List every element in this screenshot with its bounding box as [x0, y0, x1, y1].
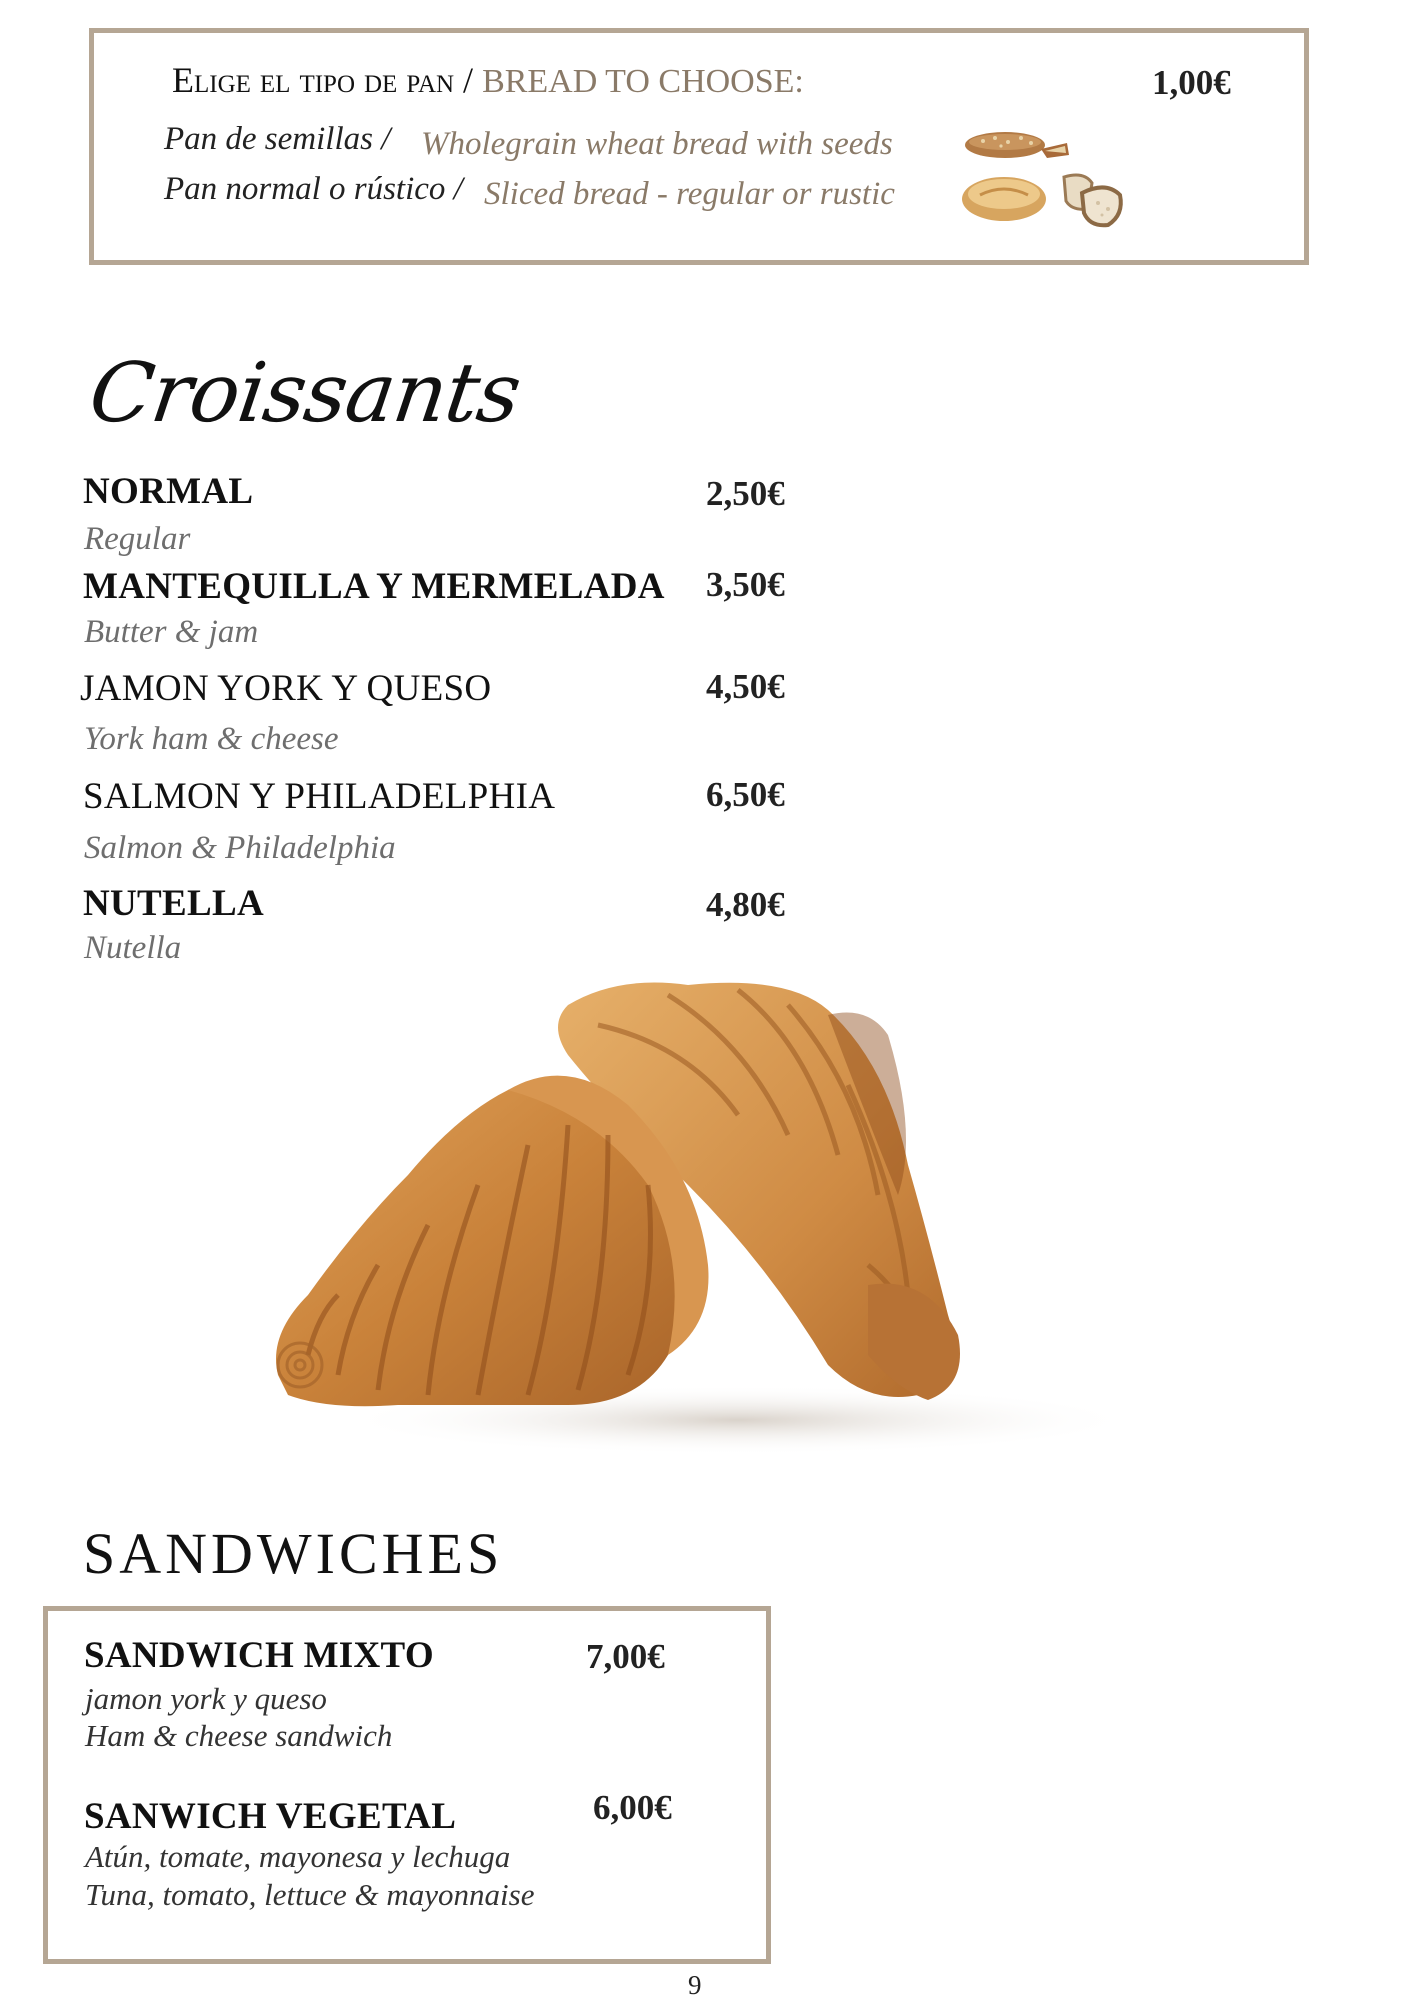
sandwich-item-name: SANWICH VEGETAL [84, 1796, 457, 1837]
croissant-item-desc: York ham & cheese [84, 721, 339, 757]
croissant-item-price: 3,50€ [706, 565, 785, 604]
seeded-bread-image [963, 125, 1073, 165]
croissants-title: Croissants [84, 346, 526, 441]
sandwich-item-desc-es: Atún, tomate, mayonesa y lechuga [85, 1839, 511, 1874]
sandwiches-title: SANDWICHES [83, 1521, 504, 1586]
bread-heading-en: BREAD TO CHOOSE: [482, 63, 804, 100]
croissant-item-name: NORMAL [83, 471, 254, 512]
croissant-item-desc: Butter & jam [84, 614, 259, 650]
bread-heading-es: Elige el tipo de pan / [172, 60, 474, 100]
croissant-item-price: 6,50€ [706, 775, 785, 814]
croissant-item-desc: Salmon & Philadelphia [84, 830, 396, 866]
bread-option-es: Pan normal o rústico / [164, 171, 463, 207]
croissant-item-desc: Regular [84, 521, 191, 557]
croissant-item-desc: Nutella [84, 930, 182, 966]
croissant-item-name: MANTEQUILLA Y MERMELADA [83, 566, 665, 607]
bread-price: 1,00€ [1152, 63, 1231, 102]
croissant-item-price: 4,80€ [706, 885, 785, 924]
rustic-bread-image [962, 169, 1152, 237]
page-number: 9 [688, 1970, 702, 2000]
sandwich-item-price: 7,00€ [586, 1637, 665, 1676]
croissant-item-name: SALMON Y PHILADELPHIA [83, 776, 556, 817]
sandwich-item-price: 6,00€ [593, 1788, 672, 1827]
sandwich-item-desc-es: jamon york y queso [85, 1681, 327, 1716]
bread-choice-box [89, 28, 1309, 265]
croissant-item-price: 4,50€ [706, 667, 785, 706]
bread-option-en: Wholegrain wheat bread with seeds [421, 126, 893, 162]
sandwiches-box [43, 1606, 771, 1964]
bread-heading [172, 59, 804, 101]
bread-option-en: Sliced bread - regular or rustic [484, 176, 895, 212]
sandwich-item-desc-en: Ham & cheese sandwich [85, 1718, 393, 1753]
bread-option-es: Pan de semillas / [164, 121, 391, 157]
croissants-photo [268, 935, 1173, 1470]
croissant-item-name: NUTELLA [83, 883, 264, 924]
sandwich-item-desc-en: Tuna, tomato, lettuce & mayonnaise [85, 1877, 535, 1912]
croissant-item-name: JAMON YORK Y QUESO [80, 668, 492, 709]
croissant-item-price: 2,50€ [706, 474, 785, 513]
sandwich-item-name: SANDWICH MIXTO [84, 1635, 434, 1676]
